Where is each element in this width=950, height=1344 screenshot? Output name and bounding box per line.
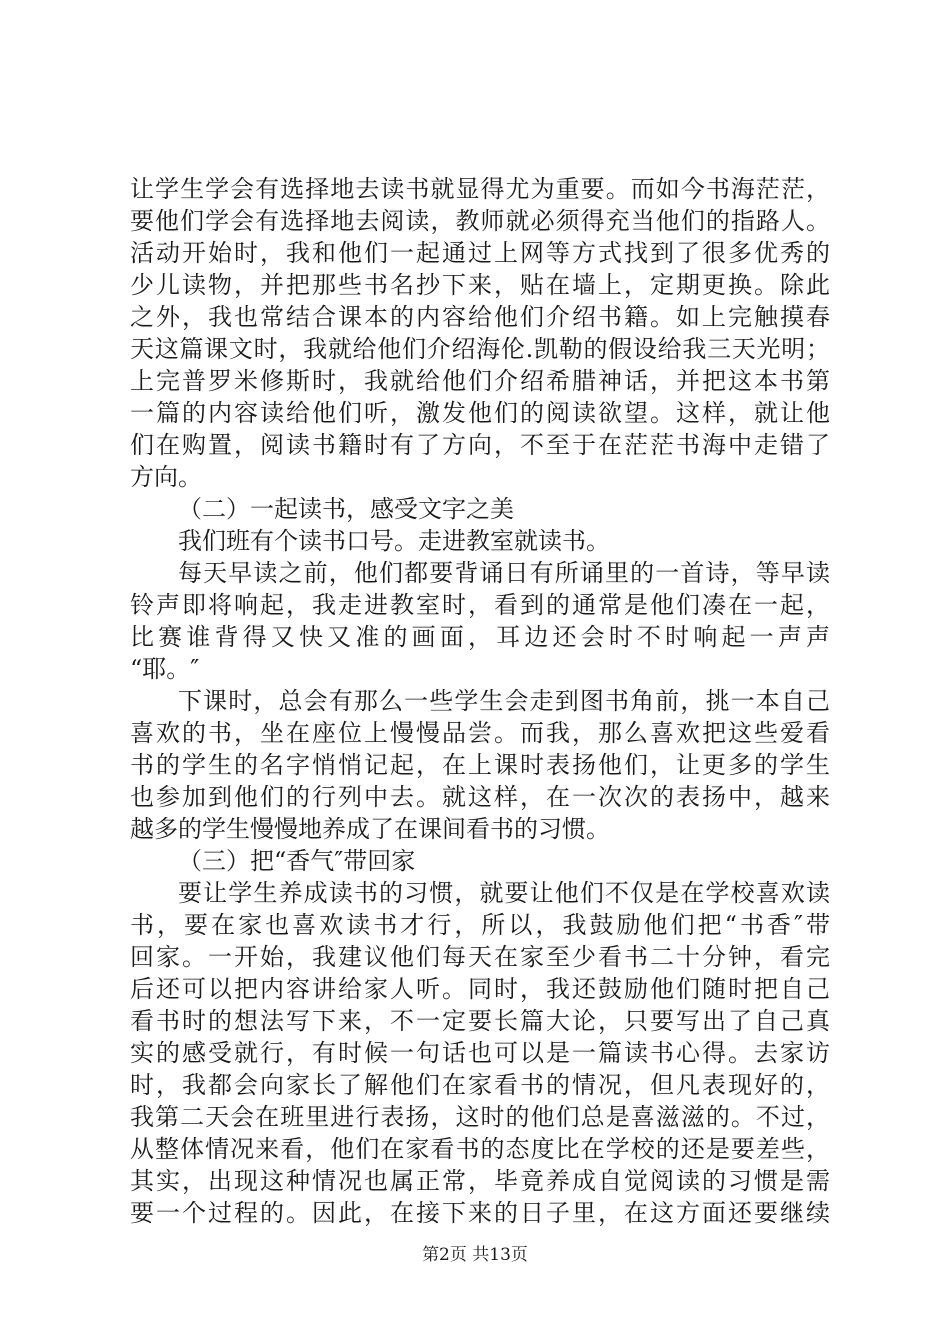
text-line: 越多的学生慢慢地养成了在课间看书的习惯。 xyxy=(130,815,610,843)
text-line: 书的学生的名字悄悄记起，在上课时表扬他们，让更多的学生 xyxy=(130,751,830,779)
text-line: 书，要在家也喜欢读书才行，所以，我鼓励他们把“书香″带 xyxy=(130,911,830,939)
section-heading: （三）把“香气″带回家 xyxy=(178,847,416,875)
text-line: 少儿读物，并把那些书名抄下来，贴在墙上，定期更换。除此 xyxy=(130,271,830,299)
document-body xyxy=(130,173,830,1229)
text-line: 要他们学会有选择地去阅读，教师就必须得充当他们的指路人。 xyxy=(130,207,830,235)
text-line: 时，我都会向家长了解他们在家看书的情况，但凡表现好的， xyxy=(130,1071,830,1099)
text-line: 也参加到他们的行列中去。就这样，在一次次的表扬中，越来 xyxy=(130,783,830,811)
text-line: “耶。″ xyxy=(130,655,200,683)
text-line: 实的感受就行，有时候一句话也可以是一篇读书心得。去家访 xyxy=(130,1039,830,1067)
text-line: 每天早读之前，他们都要背诵日有所诵里的一首诗，等早读 xyxy=(178,559,830,587)
text-line: 下课时，总会有那么一些学生会走到图书角前，挑一本自己 xyxy=(178,687,830,715)
page-footer: 第2页 共13页 xyxy=(422,1245,528,1265)
text-line: 铃声即将响起，我走进教室时，看到的通常是他们凑在一起， xyxy=(130,591,830,619)
text-line: 要一个过程的。因此，在接下来的日子里，在这方面还要继续 xyxy=(130,1199,830,1227)
text-line: 一篇的内容读给他们听，激发他们的阅读欲望。这样，就让他 xyxy=(130,399,830,427)
text-line: 我们班有个读书口号。走进教室就读书。 xyxy=(178,527,610,555)
text-line: 后还可以把内容讲给家人听。同时，我还鼓励他们随时把自己 xyxy=(130,975,830,1003)
text-line: 方向。 xyxy=(130,463,202,491)
text-line: 回家。一开始，我建议他们每天在家至少看书二十分钟，看完 xyxy=(130,943,830,971)
text-line: 们在购置，阅读书籍时有了方向，不至于在茫茫书海中走错了 xyxy=(130,431,830,459)
text-line: 看书时的想法写下来，不一定要长篇大论，只要写出了自己真 xyxy=(130,1007,830,1035)
text-line: 其实，出现这种情况也属正常，毕竟养成自觉阅读的习惯是需 xyxy=(130,1167,830,1195)
text-line: 我第二天会在班里进行表扬，这时的他们总是喜滋滋的。不过， xyxy=(130,1103,830,1131)
section-heading: （二）一起读书，感受文字之美 xyxy=(178,495,514,523)
text-line: 上完普罗米修斯时，我就给他们介绍希腊神话，并把这本书第 xyxy=(130,367,830,395)
text-line: 喜欢的书，坐在座位上慢慢品尝。而我，那么喜欢把这些爱看 xyxy=(130,719,830,747)
text-line: 让学生学会有选择地去读书就显得尤为重要。而如今书海茫茫， xyxy=(130,175,830,203)
text-line: 天这篇课文时，我就给他们介绍海伦.凯勒的假设给我三天光明； xyxy=(130,335,830,363)
text-line: 比赛谁背得又快又准的画面，耳边还会时不时响起一声声 xyxy=(130,623,830,651)
text-line: 之外，我也常结合课本的内容给他们介绍书籍。如上完触摸春 xyxy=(130,303,830,331)
text-line: 要让学生养成读书的习惯，就要让他们不仅是在学校喜欢读 xyxy=(178,879,830,907)
text-line: 从整体情况来看，他们在家看书的态度比在学校的还是要差些， xyxy=(130,1135,830,1163)
text-line: 活动开始时，我和他们一起通过上网等方式找到了很多优秀的 xyxy=(130,239,830,267)
